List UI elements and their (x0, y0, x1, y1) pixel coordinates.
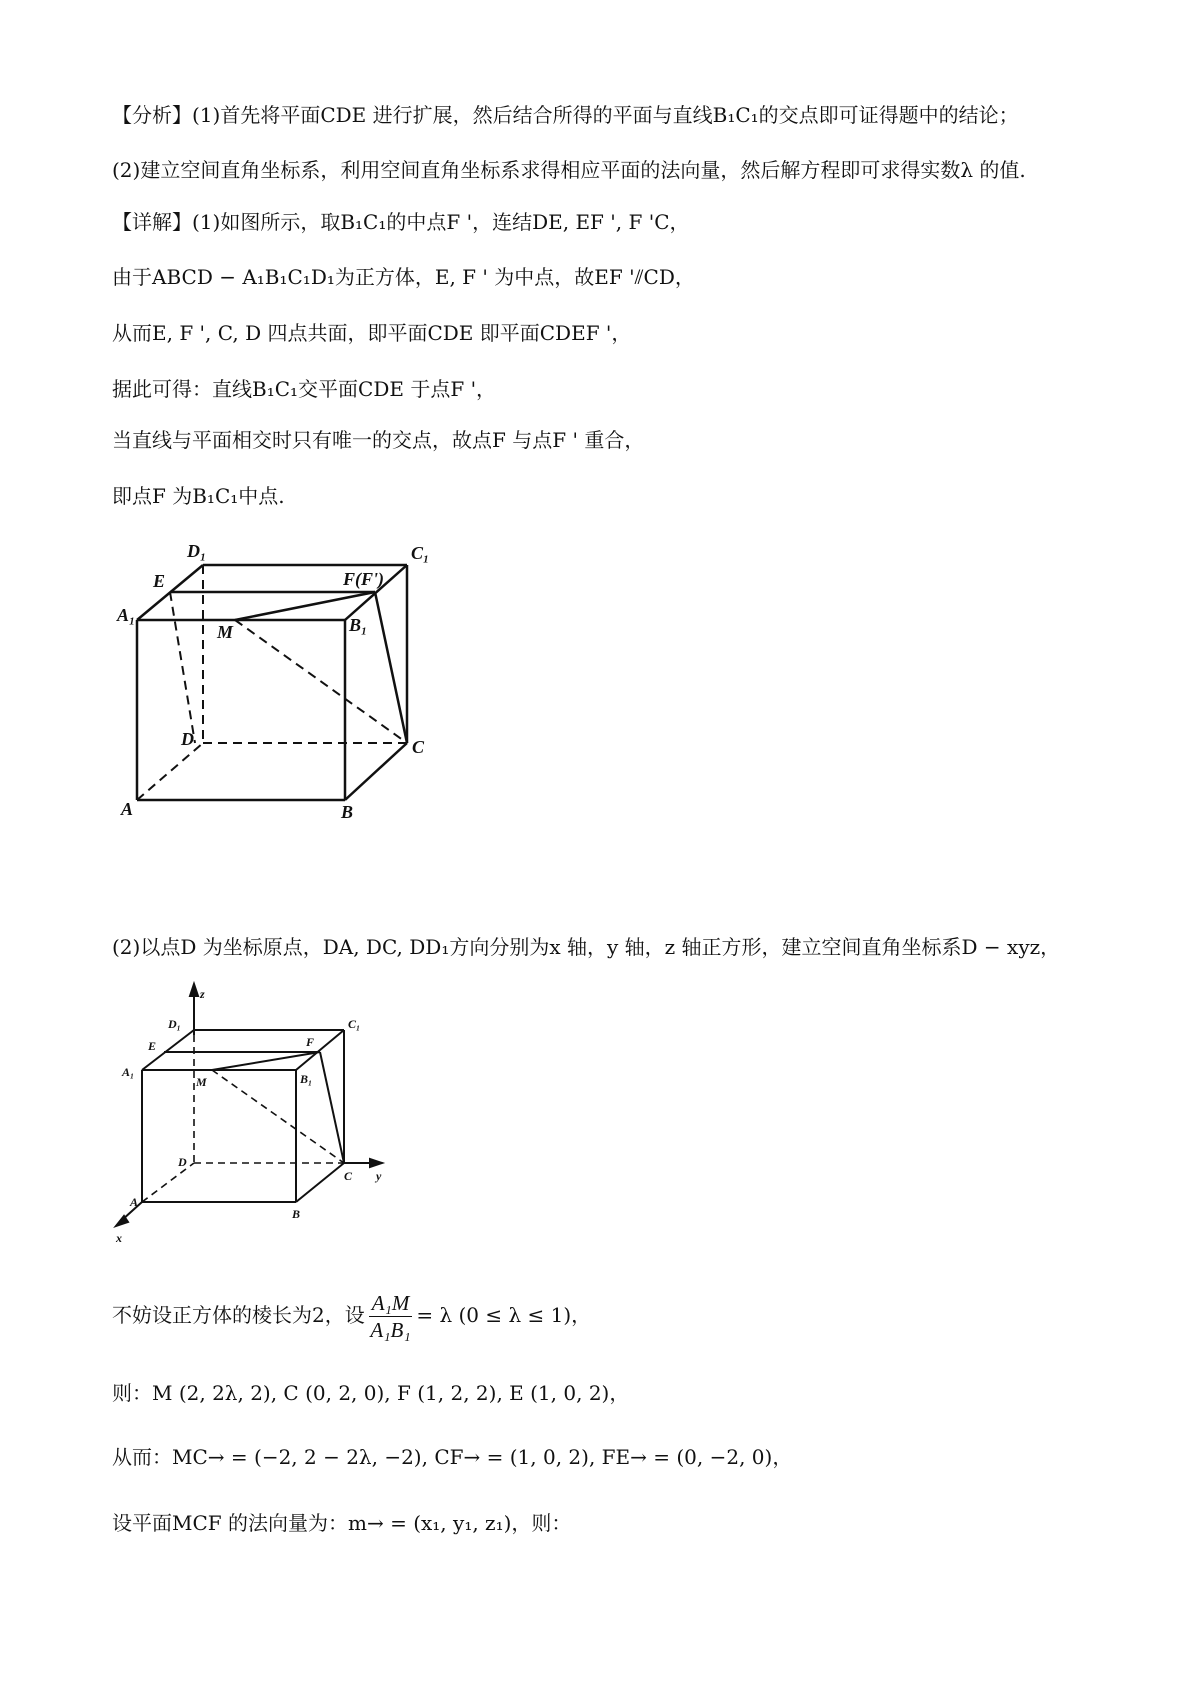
cube-figure-1 (115, 535, 475, 825)
label-B: B (341, 802, 354, 822)
label-C1: C₁ (411, 543, 430, 563)
vectors-line: 从而：MC→ = (−2, 2 − 2λ, −2), CF→ = (1, 0, 2), FE→ = (0, −2, 0)， (112, 1445, 793, 1469)
label-D1: D₁ (187, 541, 207, 561)
fraction-denominator: A₁B₁ (370, 1318, 411, 1342)
part2-line: (2)以点D 为坐标原点，DA, DC, DD₁方向分别为x 轴，y 轴，z 轴正方形，建立空间直角坐标系D − xyz， (112, 935, 1061, 959)
label-A: A (121, 799, 134, 819)
label-C: C (412, 737, 425, 757)
label-B: B (292, 1207, 301, 1221)
label-M: M (196, 1075, 207, 1089)
detail-line-2: 由于ABCD − A₁B₁C₁D₁为正方体，E, F ' 为中点，故EF '⫽CD， (112, 265, 695, 289)
label-z: z (200, 987, 205, 1001)
detail-line-1: 【详解】(1)如图所示，取B₁C₁的中点F '，连结DE, EF ', F 'C， (112, 210, 690, 234)
fraction-numerator: A₁M (369, 1290, 413, 1317)
coords-line: 则：M (2, 2λ, 2), C (0, 2, 0), F (1, 2, 2), E (1, 0, 2)， (112, 1381, 630, 1405)
detail-line-4: 据此可得：直线B₁C₁交平面CDE 于点F '， (112, 377, 497, 401)
cube-figure-2 (112, 980, 412, 1255)
detail-line-3: 从而E, F ', C, D 四点共面，即平面CDE 即平面CDEF '， (112, 321, 632, 345)
normal-vector-line: 设平面MCF 的法向量为：m→ = (x₁, y₁, z₁)，则： (112, 1511, 572, 1535)
detail-line-6: 即点F 为B₁C₁中点. (112, 484, 285, 508)
label-M: M (217, 622, 234, 642)
ratio-fraction (369, 1290, 413, 1343)
label-D1: D₁ (168, 1017, 181, 1031)
analysis-line-2: (2)建立空间直角坐标系，利用空间直角坐标系求得相应平面的法向量，然后解方程即可求得实数λ 的值. (112, 158, 1026, 182)
label-A1: A₁ (117, 605, 136, 625)
label-D: D (181, 729, 194, 749)
detail-line-5: 当直线与平面相交时只有唯一的交点，故点F 与点F ' 重合， (112, 428, 645, 452)
label-F: F (306, 1035, 315, 1049)
label-C: C (344, 1169, 353, 1183)
analysis-line-1: 【分析】(1)首先将平面CDE 进行扩展，然后结合所得的平面与直线B₁C₁的交点即可证得题中的结论； (112, 103, 1019, 127)
label-x: x (116, 1231, 122, 1245)
label-A1: A₁ (122, 1065, 135, 1079)
label-C1: C₁ (348, 1017, 361, 1031)
label-E: E (153, 571, 166, 591)
label-B1: B₁ (349, 615, 368, 635)
label-y: y (376, 1169, 382, 1183)
label-A: A (130, 1195, 139, 1209)
label-E: E (148, 1039, 157, 1053)
label-B1: B₁ (300, 1072, 313, 1086)
label-F: F(F') (343, 569, 385, 589)
assume-line: 不妨设正方体的棱长为2，设 $\frac{\text{A₁M}}{\text{A₁B₁}}$ = λ (0 ≤ λ ≤ 1)， (112, 1291, 592, 1342)
label-D: D (178, 1155, 187, 1169)
